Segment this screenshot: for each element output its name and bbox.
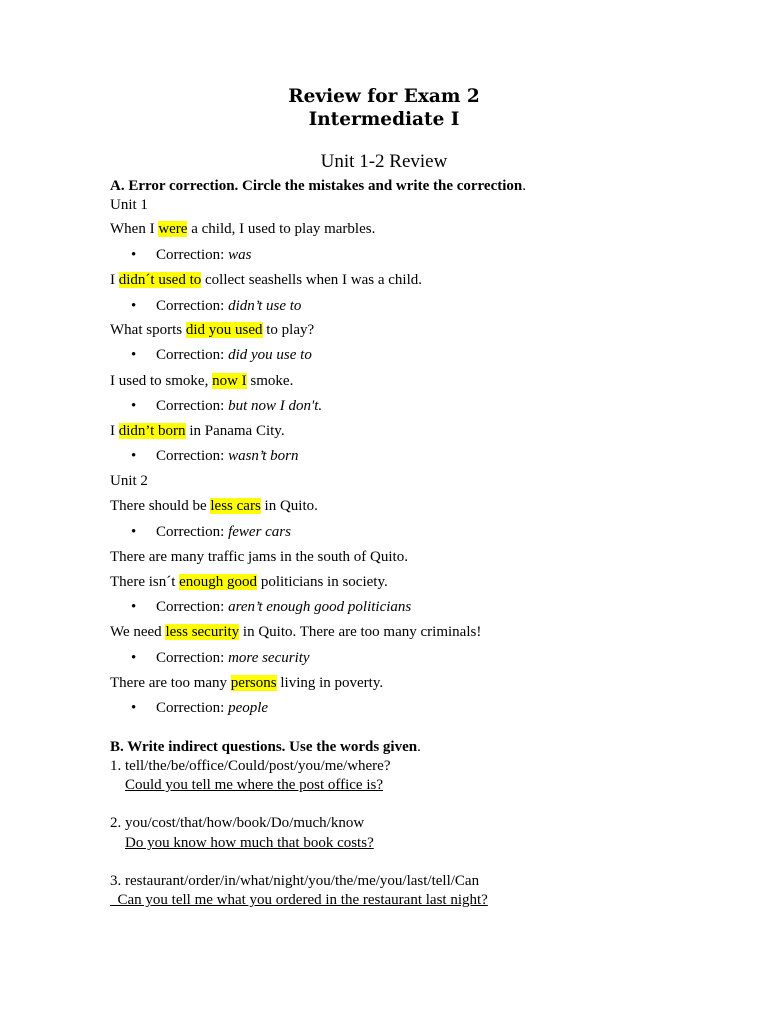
correction-answer: but now I don't. <box>228 398 323 414</box>
section-b-heading <box>110 737 421 757</box>
bullet-icon: • <box>131 298 137 314</box>
correction-item <box>131 396 322 416</box>
section-a-heading-text: A. Error correction. Circle the mistakes and write the correction <box>110 178 523 194</box>
correction-answer: fewer cars <box>228 524 291 540</box>
correction-label: Correction: <box>156 524 229 540</box>
question-prompt: 1. tell/the/be/office/Could/post/you/me/where? <box>110 758 391 774</box>
error-highlight: now I <box>212 373 247 389</box>
error-sentence <box>110 270 422 290</box>
correction-item <box>131 648 310 668</box>
correction-item <box>131 698 268 718</box>
correction-label: Correction: <box>156 398 229 414</box>
correction-label: Correction: <box>156 247 229 263</box>
error-highlight: less security <box>165 624 240 640</box>
error-sentence <box>110 320 314 340</box>
sentence-after: a child, I used to play marbles. <box>187 221 376 237</box>
correction-label: Correction: <box>156 298 229 314</box>
bullet-icon: • <box>131 448 137 464</box>
question-answer <box>110 890 488 910</box>
question-answer: Do you know how much that book costs? <box>125 835 374 851</box>
section-a-heading-period: . <box>522 178 527 194</box>
page-title: Review for Exam 2 <box>288 86 480 107</box>
sentence-before: We need <box>110 624 166 640</box>
question-answer-lead <box>110 892 118 908</box>
correction-item <box>131 245 251 265</box>
correction-label: Correction: <box>156 347 229 363</box>
plain-sentence: There are many traffic jams in the south of Quito. <box>110 549 408 565</box>
bullet-icon: • <box>131 524 137 540</box>
question-prompt: 2. you/cost/that/how/book/Do/much/know <box>110 815 365 831</box>
correction-item <box>131 522 291 542</box>
unit-2-label: Unit 2 <box>110 473 148 489</box>
bullet-icon: • <box>131 347 137 363</box>
error-sentence <box>110 622 481 642</box>
sentence-after: in Panama City. <box>185 423 285 439</box>
error-highlight: enough good <box>179 574 258 590</box>
bullet-icon: • <box>131 247 137 263</box>
correction-answer: did you use to <box>228 347 312 363</box>
sentence-after: collect seashells when I was a child. <box>201 272 423 288</box>
error-highlight: less cars <box>210 498 261 514</box>
correction-item <box>131 597 411 617</box>
error-sentence <box>110 219 375 239</box>
sentence-before: When I <box>110 221 159 237</box>
section-b-heading-text: B. Write indirect questions. Use the words given <box>110 739 418 755</box>
bullet-icon: • <box>131 700 137 716</box>
sentence-after: smoke. <box>246 373 294 389</box>
sentence-before: There should be <box>110 498 211 514</box>
error-sentence <box>110 421 285 441</box>
correction-answer: people <box>228 700 269 716</box>
question-prompt: 3. restaurant/order/in/what/night/you/the/me/you/last/tell/Can <box>110 873 480 889</box>
sentence-after: in Quito. There are too many criminals! <box>239 624 482 640</box>
error-sentence <box>110 496 318 516</box>
sentence-after: living in poverty. <box>276 675 384 691</box>
correction-label: Correction: <box>156 700 229 716</box>
correction-item <box>131 296 301 316</box>
error-sentence <box>110 371 293 391</box>
correction-answer: more security <box>228 650 310 666</box>
error-sentence <box>110 572 388 592</box>
correction-answer: wasn’t born <box>228 448 299 464</box>
correction-label: Correction: <box>156 448 229 464</box>
correction-label: Correction: <box>156 599 229 615</box>
section-b-heading-period: . <box>417 739 421 755</box>
page-subtitle: Intermediate I <box>308 109 460 130</box>
error-highlight: didn´t used to <box>118 272 202 288</box>
sentence-after: to play? <box>262 322 315 338</box>
sentence-after: in Quito. <box>260 498 318 514</box>
sentence-after: politicians in society. <box>257 574 388 590</box>
bullet-icon: • <box>131 650 137 666</box>
correction-item <box>131 345 312 365</box>
sentence-before: I used to smoke, <box>110 373 213 389</box>
correction-answer: was <box>228 247 252 263</box>
sentence-before: What sports <box>110 322 186 338</box>
error-highlight: persons <box>230 675 277 691</box>
section-a-heading <box>110 176 526 196</box>
unit-1-label: Unit 1 <box>110 197 148 213</box>
correction-item <box>131 446 299 466</box>
sentence-before: There isn´t <box>110 574 180 590</box>
correction-answer: aren’t enough good politicians <box>228 599 412 615</box>
sentence-before: I <box>110 423 119 439</box>
bullet-icon: • <box>131 398 137 414</box>
error-highlight: were <box>158 221 188 237</box>
sentence-before: There are too many <box>110 675 231 691</box>
error-highlight: did you used <box>185 322 263 338</box>
error-highlight: didn’t born <box>118 423 186 439</box>
correction-label: Correction: <box>156 650 229 666</box>
bullet-icon: • <box>131 599 137 615</box>
question-answer-text: Can you tell me what you ordered in the restaurant last night? <box>117 892 488 908</box>
section-title: Unit 1-2 Review <box>320 151 448 172</box>
correction-answer: didn’t use to <box>228 298 302 314</box>
error-sentence <box>110 673 383 693</box>
question-answer: Could you tell me where the post office is? <box>125 777 383 793</box>
sentence-before: I <box>110 272 119 288</box>
